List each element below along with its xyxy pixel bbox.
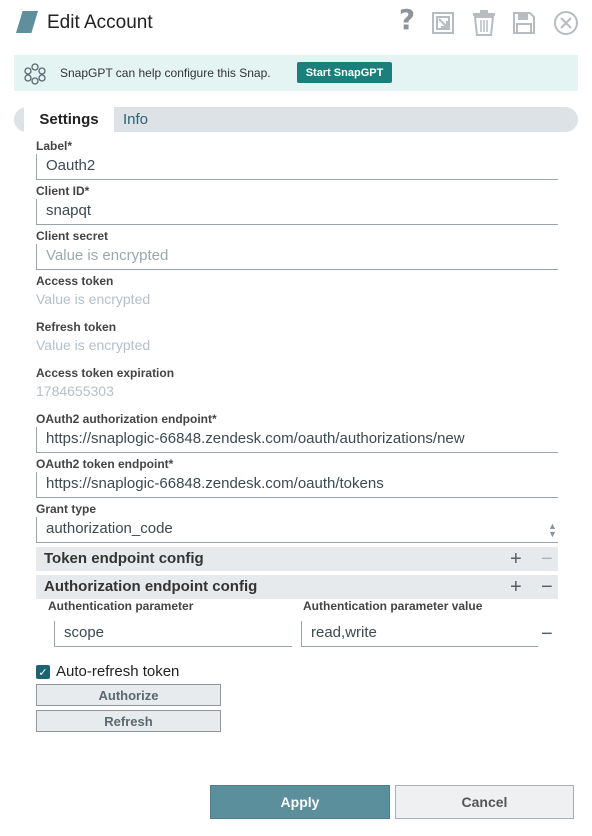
auth-endpoint-config-title: Authorization endpoint config: [44, 578, 258, 595]
grant-type-label: Grant type: [36, 502, 97, 516]
token-endpoint-config-title: Token endpoint config: [44, 550, 204, 567]
snapgpt-text: SnapGPT can help configure this Snap.: [60, 66, 271, 80]
remove-auth-param-row-icon[interactable]: −: [541, 623, 553, 645]
authorize-button[interactable]: Authorize: [36, 684, 221, 706]
label-input[interactable]: Oauth2: [36, 154, 558, 180]
auth-param-input[interactable]: scope: [54, 621, 292, 647]
access-token-value: Value is encrypted: [36, 291, 151, 307]
help-icon[interactable]: ?: [398, 2, 416, 36]
remove-token-config-icon[interactable]: −: [541, 548, 553, 570]
export-icon[interactable]: [428, 8, 458, 38]
auto-refresh-checkbox[interactable]: ✓: [36, 665, 50, 679]
access-token-expiration-value: 1784655303: [36, 383, 114, 399]
access-token-expiration-label: Access token expiration: [36, 366, 175, 380]
grant-type-select[interactable]: authorization_code: [36, 517, 558, 543]
auth-param-value-input[interactable]: read,write: [301, 621, 538, 647]
auth-param-value-column-header: Authentication parameter value: [303, 599, 483, 613]
apply-button[interactable]: Apply: [210, 785, 390, 819]
label-field-label: Label*: [36, 139, 73, 153]
app-logo-icon: [16, 11, 38, 33]
auto-refresh-label: Auto-refresh token: [56, 663, 180, 680]
client-secret-label: Client secret: [36, 229, 109, 243]
close-icon[interactable]: [551, 8, 581, 38]
save-icon[interactable]: [509, 8, 539, 38]
auth-endpoint-label: OAuth2 authorization endpoint*: [36, 412, 217, 426]
start-snapgpt-button[interactable]: Start SnapGPT: [297, 62, 392, 83]
refresh-button[interactable]: Refresh: [36, 710, 221, 732]
auth-param-column-header: Authentication parameter: [48, 599, 194, 613]
client-secret-input[interactable]: Value is encrypted: [36, 244, 558, 270]
client-id-input[interactable]: snapqt: [36, 199, 558, 225]
tab-settings[interactable]: Settings: [24, 107, 114, 132]
cancel-button[interactable]: Cancel: [395, 785, 574, 819]
access-token-label: Access token: [36, 274, 114, 288]
select-arrows-icon[interactable]: ▲ ▼: [548, 521, 557, 539]
dialog-title: Edit Account: [47, 12, 153, 33]
token-endpoint-input[interactable]: https://snaplogic-66848.zendesk.com/oauth/tokens: [36, 472, 558, 498]
refresh-token-label: Refresh token: [36, 320, 117, 334]
snapgpt-icon: [24, 63, 46, 90]
client-id-label: Client ID*: [36, 184, 90, 198]
token-endpoint-label: OAuth2 token endpoint*: [36, 457, 174, 471]
add-token-config-icon[interactable]: +: [510, 548, 522, 570]
add-auth-config-icon[interactable]: +: [510, 576, 522, 598]
auth-endpoint-input[interactable]: https://snaplogic-66848.zendesk.com/oauth/authorizations/new: [36, 427, 558, 453]
tab-info[interactable]: Info: [123, 111, 149, 128]
refresh-token-value: Value is encrypted: [36, 337, 151, 353]
remove-auth-config-icon[interactable]: −: [541, 576, 553, 598]
delete-icon[interactable]: [469, 8, 499, 38]
